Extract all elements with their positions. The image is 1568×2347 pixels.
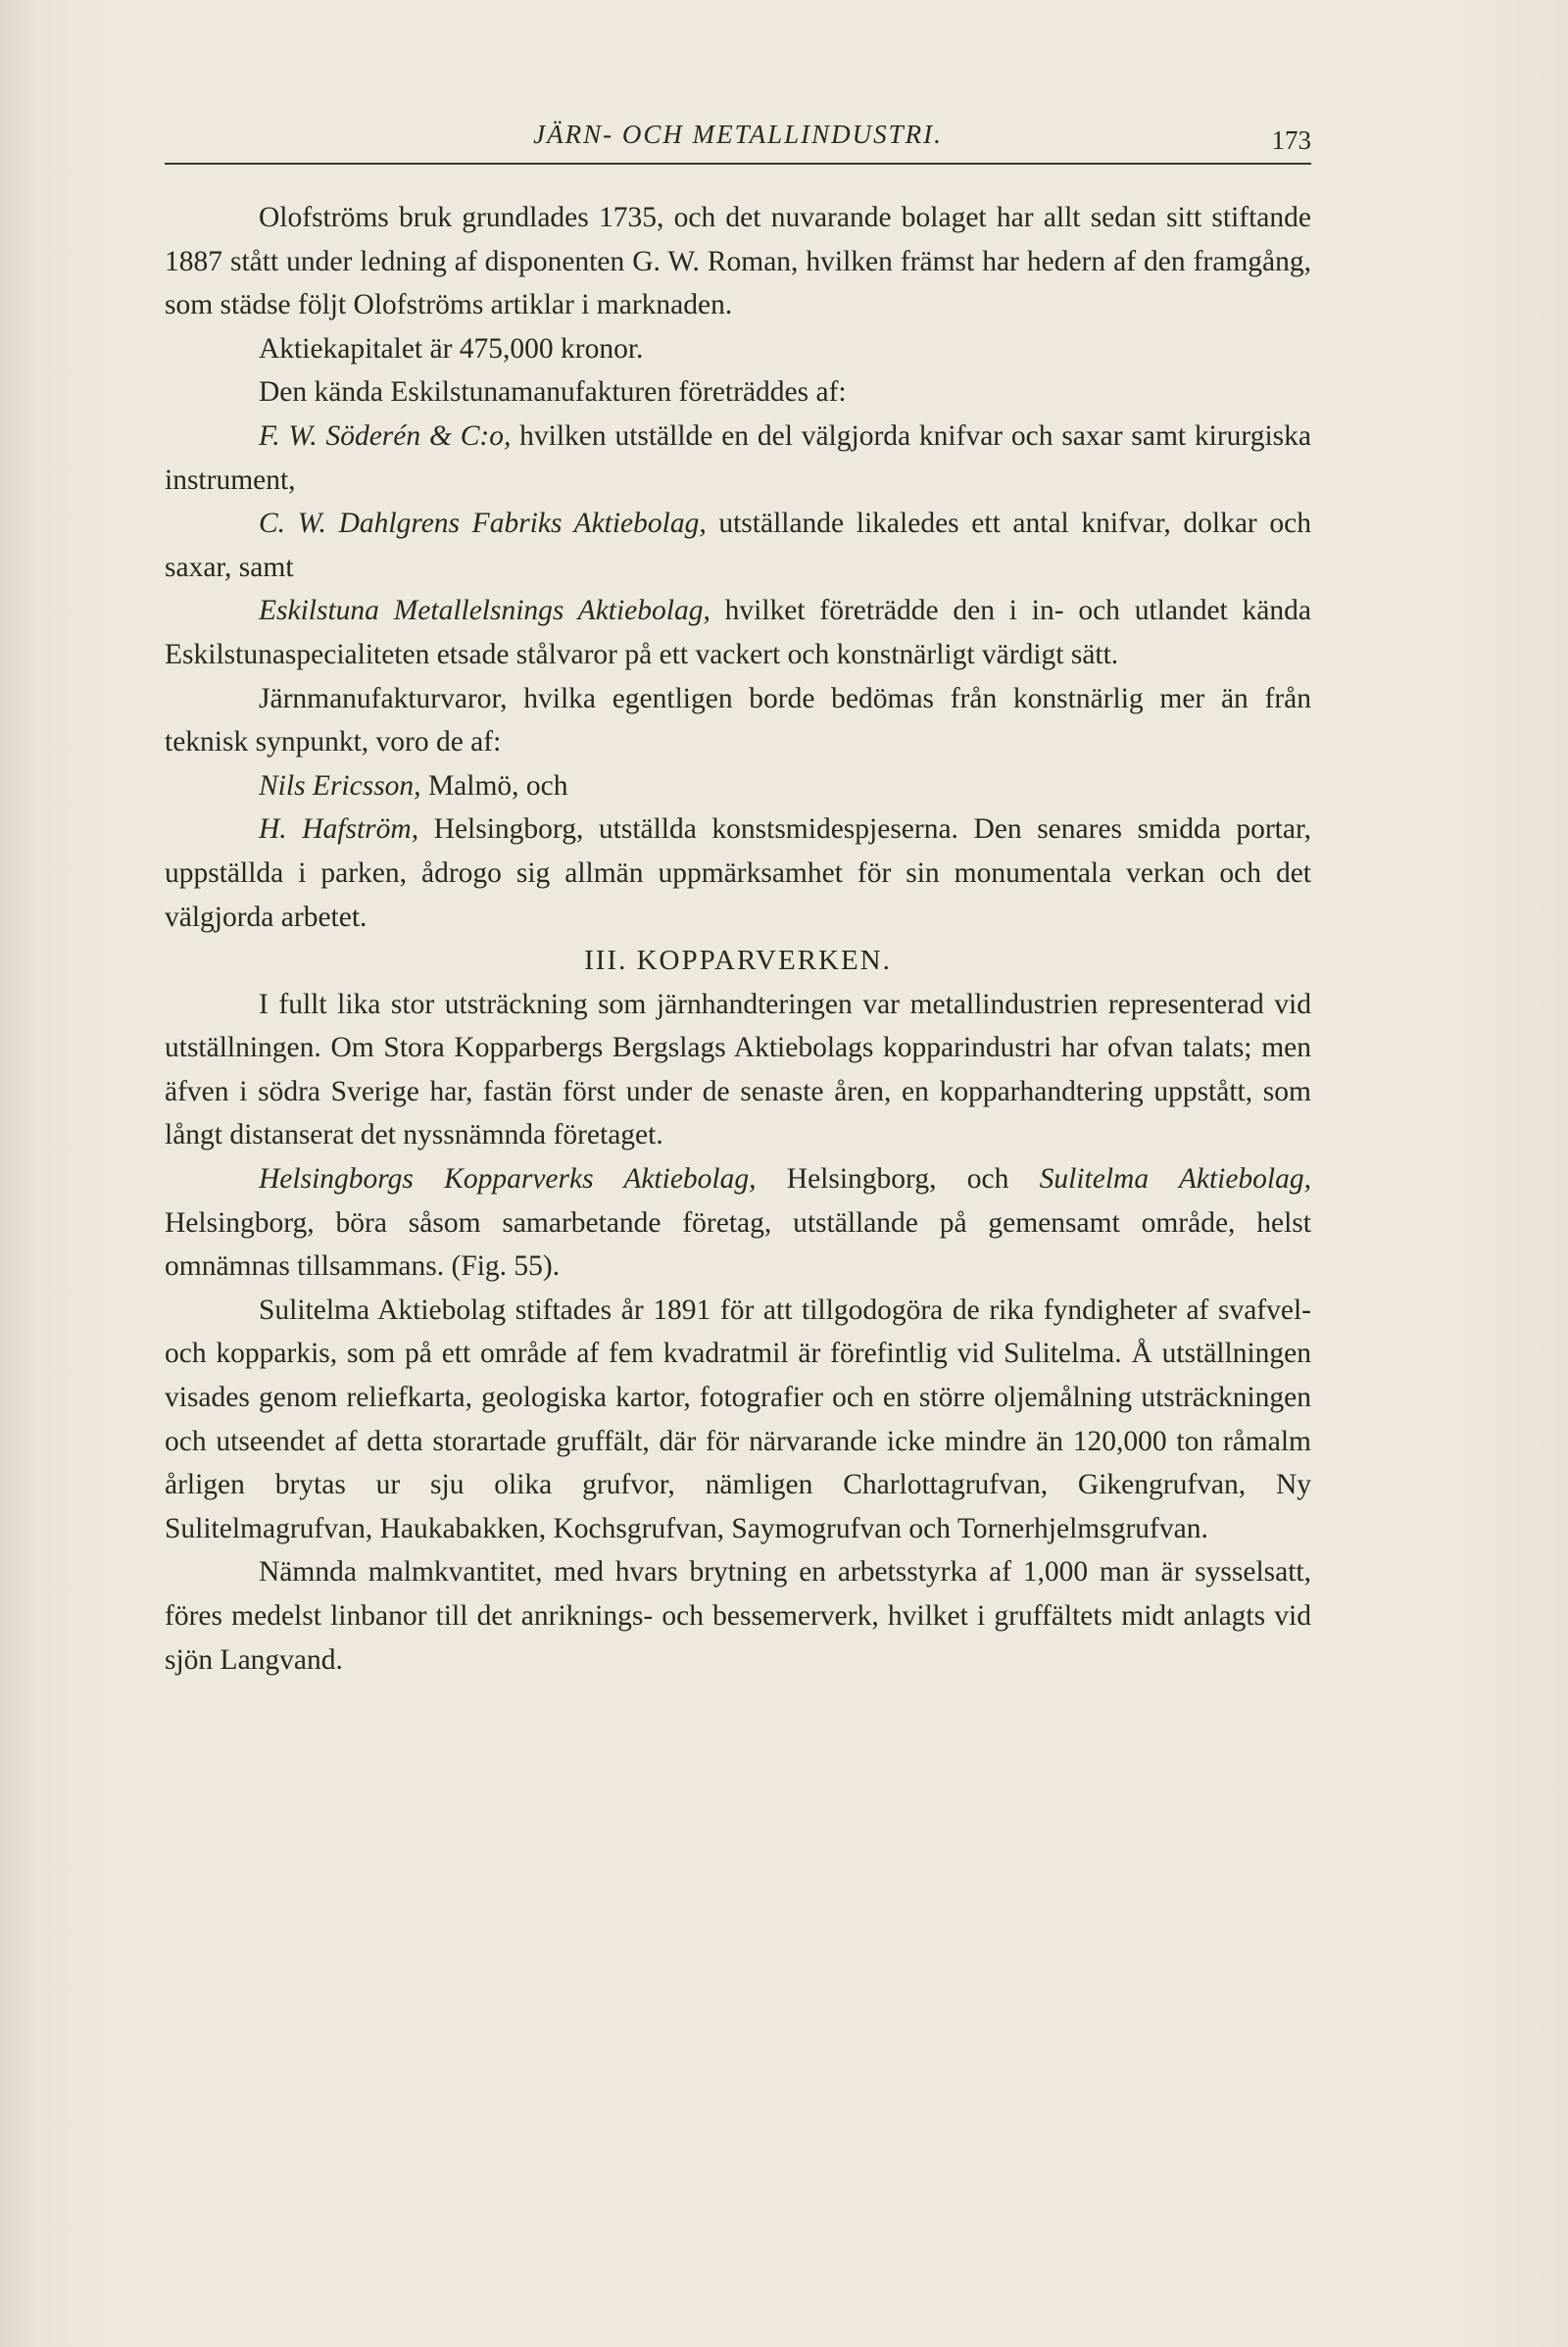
running-head: JÄRN- OCH METALLINDUSTRI. xyxy=(533,120,943,149)
paragraph-text: Malmö, och xyxy=(420,769,568,802)
paragraph-olofstrom: Olofströms bruk grundlades 1735, och det nuvarande bolaget har allt sedan sitt stiftande 1887 stått under ledning af disponenten G. W. Roman, hvilken främst har hedern af den framgång, som städse följt Olofströms artiklar i marknaden. xyxy=(165,202,1311,321)
paragraph-eskilstuna-intro: Den kända Eskilstunamanufakturen företräddes af: xyxy=(259,376,847,409)
header-rule xyxy=(165,163,1311,165)
company-name: Sulitelma Aktiebolag, xyxy=(1039,1163,1311,1196)
paragraph-text: hvilket företrädde den i in- och utlandet kända Eskilstunaspecialiteten etsade stålvaror på ett vackert och konstnärligt värdigt sätt. xyxy=(165,595,1311,670)
page-header xyxy=(165,116,1311,163)
paragraph-metallelsnings xyxy=(165,589,1311,676)
paragraph-text: Helsingborg, böra såsom samarbetande företag, utställande på gemensamt område, helst omnämnas tillsammans. (Fig. 55). xyxy=(165,1206,1311,1283)
paragraph-sulitelma: Sulitelma Aktiebolag stiftades år 1891 för att tillgodogöra de rika fyndigheter af svafvel- och kopparkis, som på ett område af fem kvadratmil är förefintlig vid Sulitelma. Å utställningen visades genom reliefkarta, geologiska kartor, fotografier och en större oljemålning utsträckningen och utseendet af detta storartade gruffält, där för närvarande icke mindre än 120,000 ton råmalm årligen brytas ur sju olika grufvor, nämligen Charlottagrufvan, Gikengrufvan, Ny Sulitelmagrufvan, Haukabakken, Kochsgrufvan, Saymogrufvan och Tornerhjelmsgrufvan. xyxy=(165,1294,1311,1544)
body-text xyxy=(165,196,1311,1682)
paragraph-soderen xyxy=(165,415,1311,502)
company-name: Helsingborgs Kopparverks Aktiebolag, xyxy=(259,1163,757,1196)
company-name: Nils Ericsson, xyxy=(259,769,421,802)
paragraph-dahlgren xyxy=(165,502,1311,589)
company-name: C. W. Dahlgrens Fabriks Aktiebolag, xyxy=(259,508,707,540)
paragraph-helsingborg xyxy=(165,1157,1311,1289)
paragraph-ericsson xyxy=(165,764,1311,808)
paragraph-capital: Aktiekapitalet är 475,000 kronor. xyxy=(259,332,644,365)
paragraph-text: Helsingborg, utställda konstsmidespjeserna. Den senares smidda portar, uppställda i parken, ådrogo sig allmän uppmärksamhet för sin monumentala verkan och det välgjorda arbetet. xyxy=(165,813,1311,933)
paragraph-text: Helsingborg, och xyxy=(756,1163,1040,1196)
paragraph-kopparverken: I fullt lika stor utsträckning som järnhandteringen var metallindustrien representerad vid utställningen. Om Stora Kopparbergs Bergslags Aktiebolags kopparindustri har ofvan talats; men äfven i södra Sverige har, fastän först under de senaste åren, en kopparhandtering uppstått, som långt distanserat det nyssnämnda företaget. xyxy=(165,988,1311,1151)
paragraph-text: utställande likaledes ett antal knifvar, dolkar och saxar, samt xyxy=(165,508,1311,583)
page-number: 173 xyxy=(1271,125,1311,155)
company-name: H. Hafström, xyxy=(259,813,419,846)
paragraph-manufaktur: Järnmanufakturvaror, hvilka egentligen borde bedömas från konstnärlig mer än från teknisk synpunkt, voro de af: xyxy=(165,682,1311,758)
paragraph-hafstrom xyxy=(165,807,1311,939)
company-name: F. W. Söderén & C:o, xyxy=(259,419,512,452)
paragraph-text: hvilken utställde en del välgjorda knifvar och saxar samt kirurgiska instrument, xyxy=(165,419,1311,496)
section-title: III. KOPPARVERKEN. xyxy=(584,945,892,977)
company-name: Eskilstuna Metallelsnings Aktiebolag, xyxy=(259,595,710,627)
paragraph-malmkvantitet: Nämnda malmkvantitet, med hvars brytning en arbetsstyrka af 1,000 man är sysselsatt, föres medelst linbanor till det anriknings- och bessemerverk, hvilket i gruffältets midt anlagts vid sjön Langvand. xyxy=(165,1556,1311,1676)
